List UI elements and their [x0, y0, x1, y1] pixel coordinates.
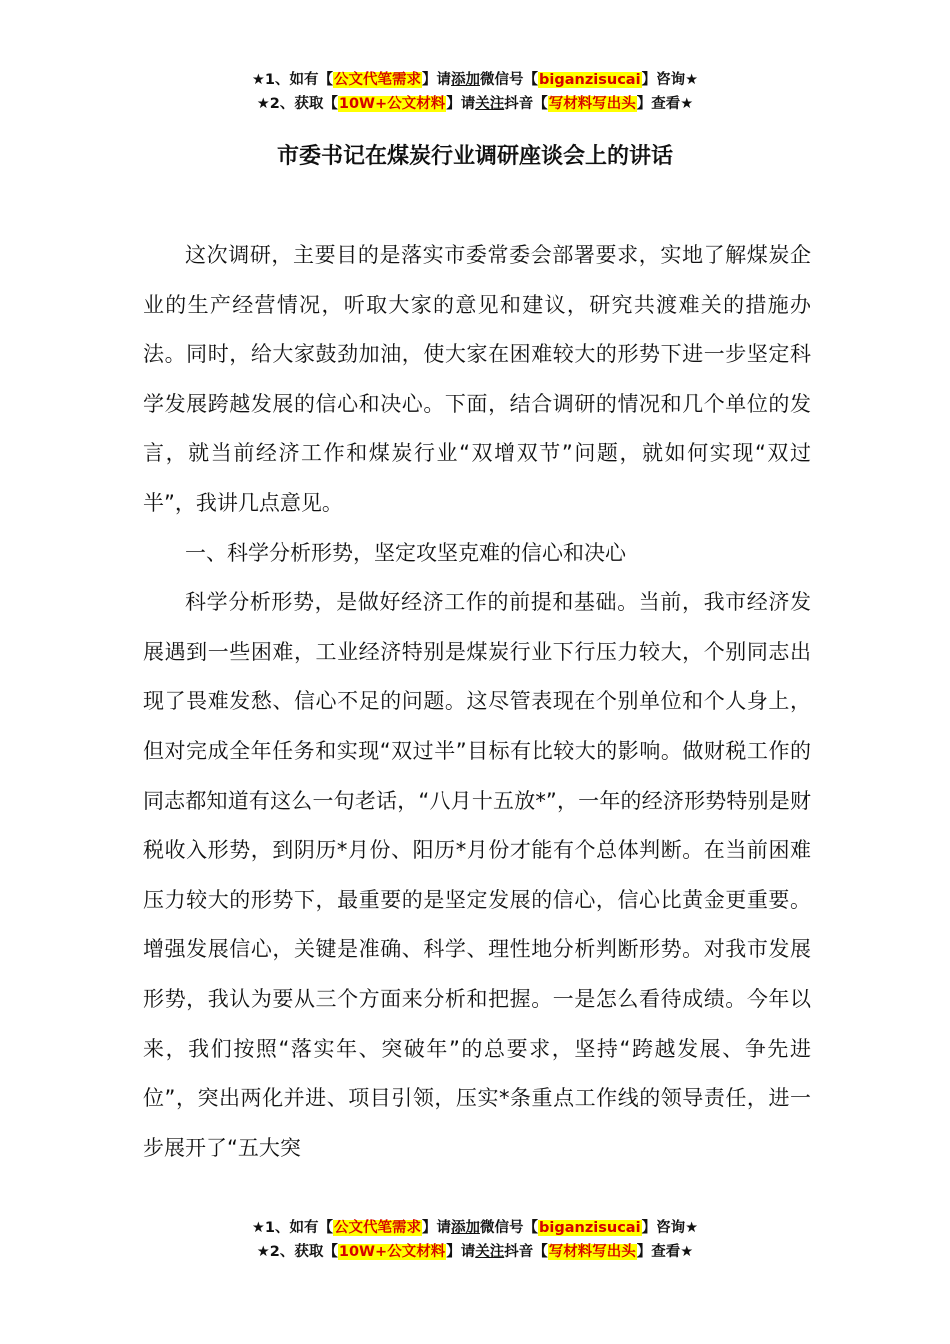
promo-text: ★1、如有【: [251, 72, 334, 88]
promo-text: 】请: [422, 1220, 452, 1236]
promo-text: 】请: [446, 1244, 476, 1260]
promo-text: 微信号【: [480, 72, 539, 88]
promo-wechat-id: biganzisucai: [539, 72, 641, 88]
promo-text: ★1、如有【: [251, 1220, 334, 1236]
section-heading: 一、科学分析形势，坚定攻坚克难的信心和决心: [185, 540, 626, 565]
promo-wechat-id: biganzisucai: [539, 1220, 641, 1236]
promo-highlight: 公文代笔需求: [334, 72, 422, 88]
promo-douyin-id: 写材料写出头: [548, 96, 636, 112]
promo-text: 】咨询★: [641, 72, 699, 88]
promo-text: 】查看★: [636, 1244, 694, 1260]
promo-underlined-text: 关注: [475, 96, 505, 112]
promo-text: 】咨询★: [641, 1220, 699, 1236]
promo-underlined-text: 关注: [475, 1244, 505, 1260]
promo-text: 】查看★: [636, 96, 694, 112]
promo-text: 微信号【: [480, 1220, 539, 1236]
promo-highlight: 10W+公文材料: [338, 96, 446, 112]
promo-underlined-text: 添加: [451, 72, 481, 88]
promo-line-1: [0, 68, 950, 92]
promo-text: 抖音【: [504, 96, 548, 112]
document-body: [143, 231, 811, 1173]
promo-text: 抖音【: [504, 1244, 548, 1260]
promo-text: ★2、获取【: [256, 1244, 338, 1260]
promo-underlined-text: 添加: [451, 1220, 481, 1236]
promo-douyin-id: 写材料写出头: [548, 1244, 636, 1260]
document-title: 市委书记在煤炭行业调研座谈会上的讲话: [276, 144, 673, 169]
promo-highlight: 10W+公文材料: [338, 1244, 446, 1260]
promo-text: ★2、获取【: [256, 96, 338, 112]
promo-line-1: [0, 1216, 950, 1240]
body-paragraph: 这次调研，主要目的是落实市委常委会部署要求，实地了解煤炭企业的生产经营情况，听取大家的意见和建议，研究共渡难关的措施办法。同时，给大家鼓劲加油，使大家在困难较大的形势下进一步坚定科学发展跨越发展的信心和决心。下面，结合调研的情况和几个单位的发言，就当前经济工作和煤炭行业“双增双节”问题，就如何实现“双过半”，我讲几点意见。: [143, 243, 811, 515]
promo-text: 】请: [422, 72, 452, 88]
promo-text: 】请: [446, 96, 476, 112]
footer-promo-banner: [0, 1216, 950, 1264]
promo-highlight: 公文代笔需求: [334, 1220, 422, 1236]
body-paragraph: 科学分析形势，是做好经济工作的前提和基础。当前，我市经济发展遇到一些困难，工业经济特别是煤炭行业下行压力较大，个别同志出现了畏难发愁、信心不足的问题。这尽管表现在个别单位和个人身上，但对完成全年任务和实现“双过半”目标有比较大的影响。做财税工作的同志都知道有这么一句老话，“八月十五放*”，一年的经济形势特别是财税收入形势，到阴历*月份、阳历*月份才能有个总体判断。在当前困难压力较大的形势下，最重要的是坚定发展的信心，信心比黄金更重要。增强发展信心，关键是准确、科学、理性地分析判断形势。对我市发展形势，我认为要从三个方面来分析和把握。一是怎么看待成绩。今年以来，我们按照“落实年、突破年”的总要求，坚持“跨越发展、争先进位”，突出两化并进、项目引领，压实*条重点工作线的领导责任，进一步展开了“五大突: [143, 590, 811, 1160]
header-promo-banner: [0, 68, 950, 116]
promo-line-2: [0, 92, 950, 116]
promo-line-2: [0, 1240, 950, 1264]
